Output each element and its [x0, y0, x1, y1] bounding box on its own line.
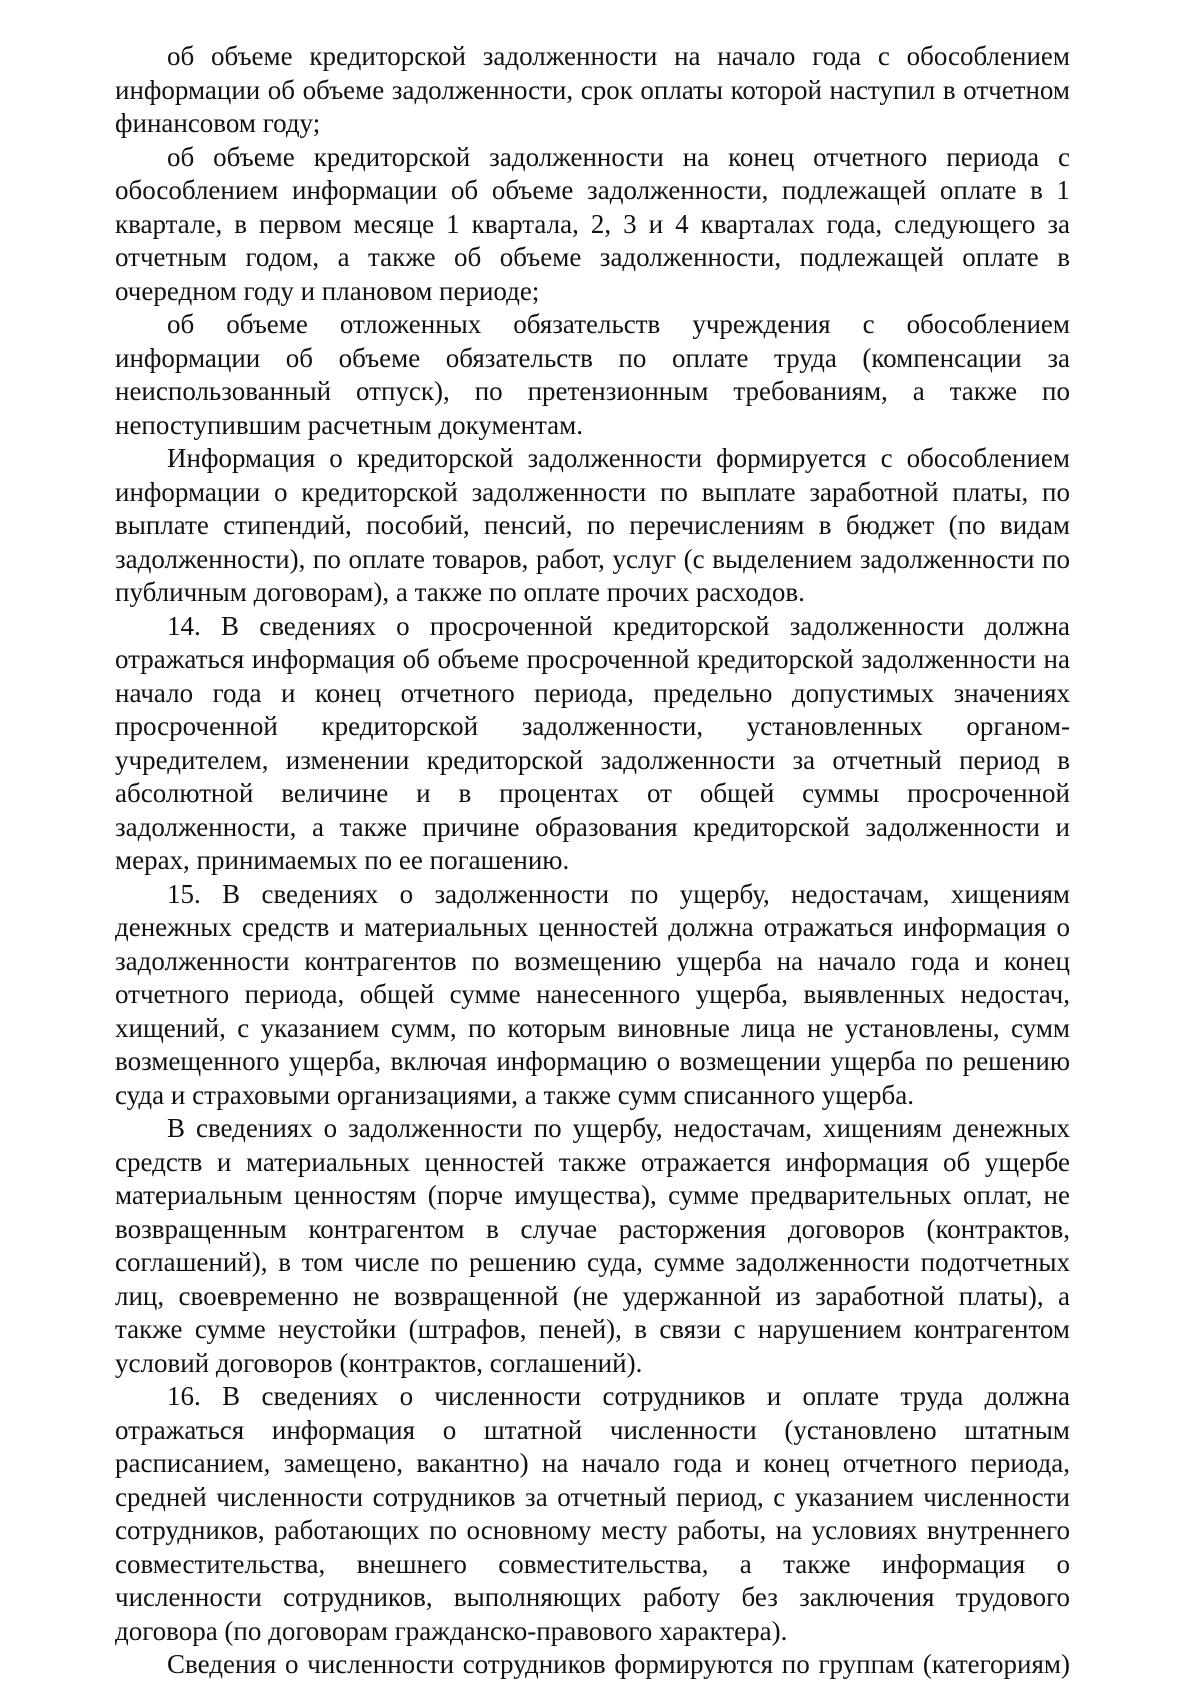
paragraph-item-14: 14. В сведениях о просроченной кредиторской задолженности должна отражаться информация об объеме просроченной кредиторской задолженности на начало года и конец отчетного периода, предельно допустимых значениях просроченной кредиторской задолженности, установленных органом-учредителем, изменении кредиторской задолженности за отчетный период в абсолютной величине и в процентах от общей суммы просроченной задолженности, а также причине образования кредиторской задолженности и мерах, принимаемых по ее погашению. [115, 610, 1070, 875]
paragraph-deferred-obligations: об объеме отложенных обязательств учреждения с обособлением информации об объеме обязательств по оплате труда (компенсации за неиспользованный отпуск), по претензионным требованиям, а также по непоступившим расчетным документам. [115, 309, 1070, 440]
paragraph-payables-information: Информация о кредиторской задолженности формируется с обособлением информации о кредиторской задолженности по выплате заработной платы, по выплате стипендий, пособий, пенсий, по перечислениям в бюджет (по видам задолженности), по оплате товаров, работ, услуг (с выделением задолженности по публичным договорам), а также по оплате прочих расходов. [115, 443, 1070, 607]
paragraph-item-16: 16. В сведениях о численности сотрудников и оплате труда должна отражаться информация о штатной численности (установлено штатным расписанием, замещено, вакантно) на начало года и конец отчетного периода, средней численности сотрудников за отчетный период, с указанием численности сотрудников, работающих по основному месту работы, на условиях внутреннего совместительства, внешнего совместительства, а также информация о численности сотрудников, выполняющих работу без заключения трудового договора (по договорам гражданско-правового характера). [115, 1381, 1070, 1646]
paragraph-item-15: 15. В сведениях о задолженности по ущербу, недостачам, хищениям денежных средств и материальных ценностей должна отражаться информация о задолженности контрагентов по возмещению ущерба на начало года и конец отчетного периода, общей сумме нанесенного ущерба, выявленных недостач, хищений, с указанием сумм, по которым виновные лица не установлены, сумм возмещенного ущерба, включая информацию о возмещении ущерба по решению суда и страховыми организациями, а также сумм списанного ущерба. [115, 878, 1070, 1110]
paragraph-damage-details: В сведениях о задолженности по ущербу, недостачам, хищениям денежных средств и материальных ценностей также отражается информация об ущербе материальным ценностям (порче имущества), сумме предварительных оплат, не возвращенным контрагентом в случае расторжения договоров (контрактов, соглашений), в том числе по решению суда, сумме задолженности подотчетных лиц, своевременно не возвращенной (не удержанной из заработной платы), а также сумме неустойки (штрафов, пеней), в связи с нарушением контрагентом условий договоров (контрактов, соглашений). [115, 1113, 1070, 1378]
document-body [115, 40, 1070, 1682]
paragraph-payables-start-of-year: об объеме кредиторской задолженности на начало года с обособлением информации об объеме задолженности, срок оплаты которой наступил в отчетном финансовом году; [115, 41, 1070, 138]
paragraph-staff-groups: Сведения о численности сотрудников формируются по группам (категориям) [167, 1649, 1070, 1679]
paragraph-payables-end-of-period: об объеме кредиторской задолженности на конец отчетного периода с обособлением информации об объеме задолженности, подлежащей оплате в 1 квартале, в первом месяце 1 квартала, 2, 3 и 4 кварталах года, следующего за отчетным годом, а также об объеме задолженности, подлежащей оплате в очередном году и плановом периоде; [115, 141, 1070, 306]
